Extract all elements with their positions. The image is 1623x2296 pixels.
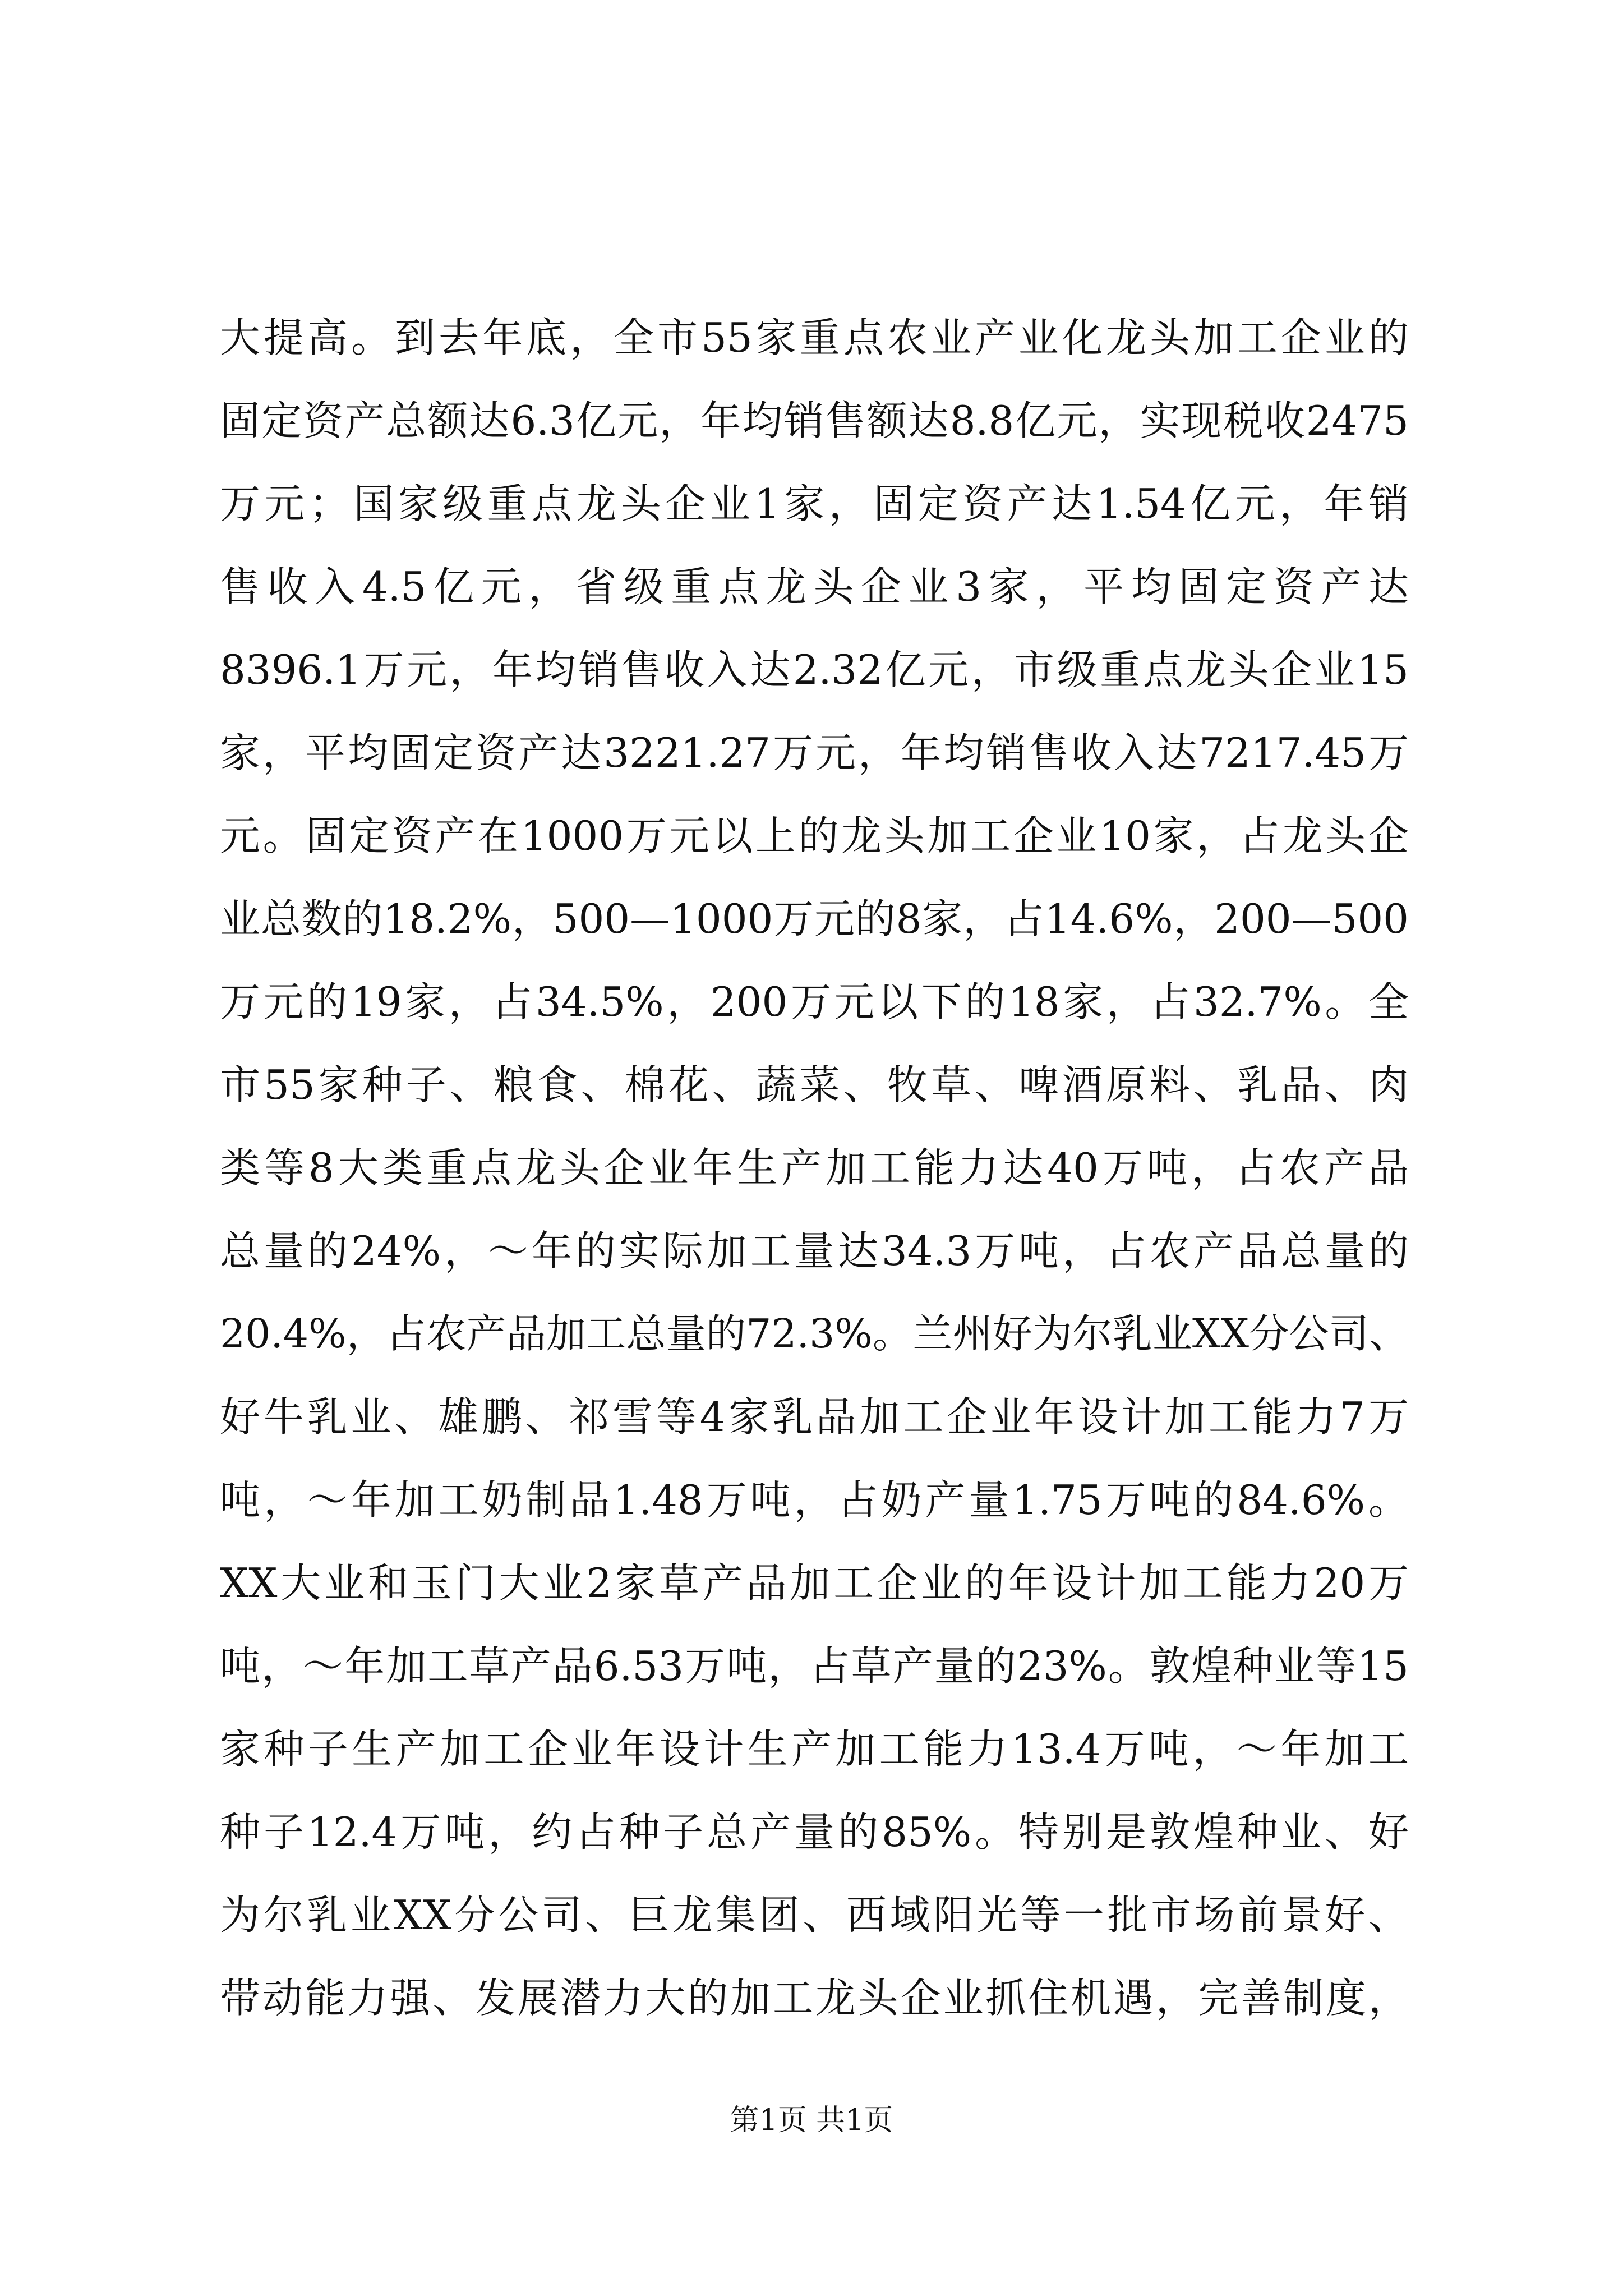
text-line: 业总数的18.2%，500—1000万元的8家，占14.6%，200—500 (220, 895, 1409, 942)
text-line: 吨，～年加工草产品6.53万吨，占草产量的23%。敦煌种业等15 (220, 1642, 1409, 1690)
text-line: 吨，～年加工奶制品1.48万吨，占奶产量1.75万吨的84.6%。 (220, 1476, 1409, 1524)
text-line: 万元的19家，占34.5%，200万元以下的18家，占32.7%。全 (220, 978, 1409, 1025)
text-line: 种子12.4万吨，约占种子总产量的85%。特别是敦煌种业、好 (220, 1809, 1409, 1856)
text-line: 万元；国家级重点龙头企业1家，固定资产达1.54亿元，年销 (220, 480, 1409, 527)
text-line: 带动能力强、发展潜力大的加工龙头企业抓住机遇，完善制度， (220, 1975, 1409, 2022)
text-line: 家种子生产加工企业年设计生产加工能力13.4万吨，～年加工 (220, 1726, 1409, 1773)
text-line: XX大业和玉门大业2家草产品加工企业的年设计加工能力20万 (220, 1559, 1409, 1607)
text-line: 元。固定资产在1000万元以上的龙头加工企业10家，占龙头企 (220, 812, 1409, 859)
text-line: 总量的24%，～年的实际加工量达34.3万吨，占农产品总量的 (220, 1227, 1409, 1274)
page-number: 第1页 共1页 (730, 2104, 893, 2137)
text-line: 好牛乳业、雄鹏、祁雪等4家乳品加工企业年设计加工能力7万 (220, 1393, 1409, 1441)
text-line: 为尔乳业XX分公司、巨龙集团、西域阳光等一批市场前景好、 (220, 1892, 1409, 1939)
page-footer (0, 2098, 1623, 2143)
text-line: 大提高。到去年底，全市55家重点农业产业化龙头加工企业的 (220, 314, 1409, 361)
text-line: 20.4%，占农产品加工总量的72.3%。兰州好为尔乳业XX分公司、 (220, 1310, 1409, 1357)
text-line: 固定资产总额达6.3亿元，年均销售额达8.8亿元，实现税收2475 (220, 397, 1409, 444)
text-line: 类等8大类重点龙头企业年生产加工能力达40万吨，占农产品 (220, 1144, 1409, 1191)
document-body (220, 296, 1409, 2040)
text-line: 8396.1万元，年均销售收入达2.32亿元，市级重点龙头企业15 (220, 646, 1409, 693)
text-line: 家，平均固定资产达3221.27万元，年均销售收入达7217.45万 (220, 729, 1409, 776)
text-line: 市55家种子、粮食、棉花、蔬菜、牧草、啤酒原料、乳品、肉 (220, 1061, 1409, 1108)
text-line: 售收入4.5亿元，省级重点龙头企业3家，平均固定资产达 (220, 563, 1409, 610)
